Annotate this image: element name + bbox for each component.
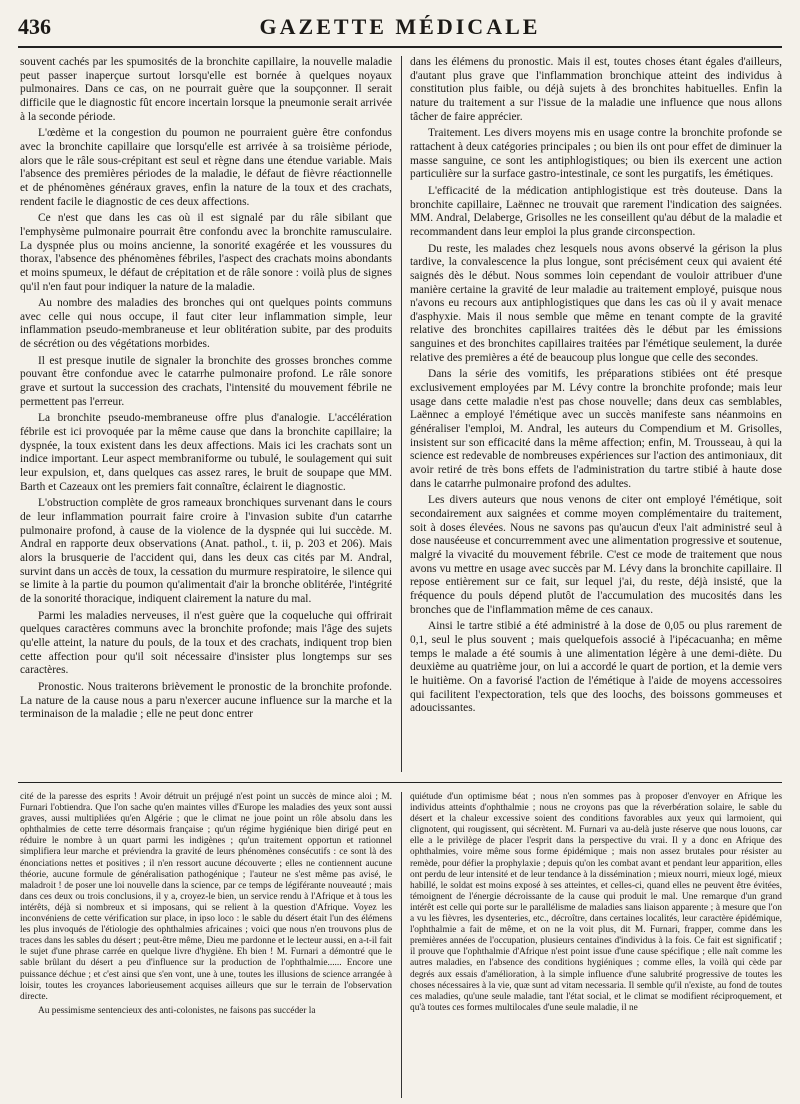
- paragraph: cité de la paresse des esprits ! Avoir détruit un préjugé n'est point un succès de mince aloi ; M. Furnari l'obtiendra. Que l'on sache qu'en maintes villes d'Europe les maladies des yeux sont aussi graves, aussi multipliées qu'en Algérie ; que le climat ne joue point un rôle absolu dans les ophthalmies de cette terre désormais française ; qu'un régime hygiénique bien dirigé peut en réduire le nombre à un quart parmi les indigènes ; qu'un traitement opportun et rationnel simplifiera leur marche et préviendra la gravité de leurs phénomènes consécutifs : ce sont là des énonciations nettes et positives ; il n'en ressort aucune découverte ; elles ne contiennent aucune théorie, aucune formule de généralisation pathogénique ; l'auteur ne s'est même pas avisé, le maladroit ! de poser une loi nouvelle dans la science, par ce temps de légiférante nouveauté ; mais dans ces deux ou trois conclusions, il y a, croyez-le bien, un service rendu à l'Afrique et à tous les intérêts, déjà si nombreux et si imposans, qui se relient à la question d'Afrique. Voyez les inconvéniens de cette vérification sur place, in ipso loco : le sable du désert était l'un des élémens les plus invoqués de l'étiologie des ophthalmies africaines ; voici que nous n'en trouvons plus de traces dans les sables du désert ; peut-être même, Dieu me pardonne et le lecteur aussi, en a-t-il fait le sujet d'une phrase carrée en quelque livre d'hygiène. Eh bien ! M. Furnari a démontré que le sable brûlant du désert a peu d'influence sur la production de l'ophthalmie...... Encore une puissance déchue ; et c'est ainsi que s'en vont, une à une, toutes les illusions de science arrangée à loisir, toutes les croyances laborieusement acquises ailleurs que sur le terrain de l'observation directe.: [20, 792, 392, 1002]
- page-number: 436: [18, 14, 51, 39]
- header-rule: [18, 46, 782, 48]
- paragraph: dans les élémens du pronostic. Mais il est, toutes choses étant égales d'ailleurs, d'autant plus grave que l'inflammation bronchique atteint des individus à constitution plus faible, ou déjà sujets à des bronchites habituelles. Enfin la nature du traitement a sur l'issue de la maladie une influence que nous allons tâcher de faire apprécier.: [410, 56, 782, 123]
- paragraph: L'efficacité de la médication antiphlogistique est très douteuse. Dans la bronchite capillaire, Laënnec ne trouvait que rarement l'indication des saignées. MM. Andral, Delaberge, Grisolles ne les conseillent qu'au début de la maladie et recommandent dans leur emploi la plus grande circonspection.: [410, 184, 782, 238]
- paragraph: Traitement. Les divers moyens mis en usage contre la bronchite profonde se rattachent à deux catégories principales ; ou bien ils ont pour effet de diminuer la masse sanguine, ce sont les antiphlogistiques; ou bien ils exercent une action particulière sur la surface gastro-intestinale, ce sont les purgatifs, les émétiques.: [410, 127, 782, 181]
- paragraph: La bronchite pseudo-membraneuse offre plus d'analogie. L'accélération fébrile est ici provoquée par la même cause que dans la bronchite capillaire; la dyspnée, la toux existent dans les deux affections. Mais ici les crachats sont un indice important. Leur aspect membraniforme ou tubulé, le soulagement qui suit leur expulsion, et, dans quelques cas assez rares, le bruit de soupape que MM. Barth et Cazeaux ont les premiers fait connaître, éclairent le diagnostic.: [20, 412, 392, 493]
- paragraph: L'œdème et la congestion du poumon ne pourraient guère être confondus avec la bronchite capillaire que lorsqu'elle est arrivée à sa troisième période, alors que le râle sous-crépitant est seul et règne dans une étendue variable. Mais l'absence des premières périodes de la maladie, le défaut de fièvre réactionnelle et de phénomènes généraux graves, enfin la nature de la toux et des crachats, rendent facile le diagnostic de ces deux affections.: [20, 127, 392, 208]
- article-column-right: [410, 56, 782, 772]
- paragraph: quiétude d'un optimisme béat ; nous n'en sommes pas à proposer d'envoyer en Afrique les individus atteints d'ophthalmie ; nous ne croyons pas que la réverbération solaire, le sable du désert et la chaleur excessive soient des conditions favorables aux yeux qui larmoient, qui clignotent, qui rougissent, qui sécrètent. M. Furnari va au-delà juste réserve que nous louons, car elle a le privilège de placer l'esprit dans la perspective du vrai. Il y a donc en Afrique des ophthalmies, voire même sous forme épidémique ; mais non assez brutales pour résister au remède, pour défier la prophylaxie ; depuis qu'on les combat avant et pendant leur apparition, elles ont perdu de leur intensité et de leur tendance à la dissémination ; mieux nourri, mieux logé, mieux habillé, le soldat est moins exposé à ses atteintes, et celles-ci, quand elles ne peuvent être évitées, témoignent de l'énergie décroissante de la cause qui produit le mal. Une remarque d'un grand intérêt est celle qui porte sur le parallélisme de maladies sans liaison apparente ; à mesure que l'on a vu les fièvres, les dysenteries, etc., décroître, dans certaines localités, leur caractère épidémique, l'ophthalmie a fait de même, et on ne la voit plus, dit M. Furnari, frapper, comme dans les premières années de l'occupation, plusieurs centaines d'individus à la fois. Ce fait est significatif ; il prouve que l'ophthalmie d'Afrique n'est point issue d'une cause spécifique ; elle naît comme les autres maladies, en l'absence des conditions hygiéniques ; comme elles, la voilà qui cède par degrés aux essais d'amélioration, à la simple influence d'une salubrité progressive de toutes les choses nécessaires à la vie, quæ sunt ad vitam necessaria. Il semble qu'il n'existe, au fond de toutes ces maladies, qu'une seule maladie, tant l'état social, et le climat se modifient réciproquement, et qu'à toutes ces formes multilocales d'une seule maladie, il ne: [410, 792, 782, 1013]
- page-header: [18, 14, 782, 42]
- paragraph: Dans la série des vomitifs, les préparations stibiées ont été presque exclusivement employées par M. Lévy contre la bronchite profonde; mais leur usage dans cette maladie n'est pas chose nouvelle; dans deux cas semblables, Laënnec a employé l'émétique avec un succès manifeste sans néanmoins en généraliser l'emploi, M. Andral, les auteurs du Compendium et M. Grisolles, insistent sur son efficacité dans la même affection; enfin, M. Trousseau, à qui la science est redevable de nombreuses expériences sur l'action des antimoniaux, dit avoir retiré de très bons effets de l'administration du tartre stibié à haute dose dans le catarrhe pulmonaire profond des adultes.: [410, 368, 782, 490]
- journal-title: GAZETTE MÉDICALE: [259, 14, 541, 39]
- paragraph: souvent cachés par les spumosités de la bronchite capillaire, la nouvelle maladie peut passer inaperçue surtout lorsqu'elle est bornée à quelques noyaux pulmonaires. Dans ce cas, on ne pourrait guère que la soupçonner. Il serait difficile que le diagnostic fût encore incertain lorsque la pneumonie serait arrivée à la seconde période.: [20, 56, 392, 123]
- feuilleton-column-left: [20, 792, 392, 1098]
- article-column-left: [20, 56, 392, 772]
- column-divider: [401, 56, 402, 772]
- paragraph: Ce n'est que dans les cas où il est signalé par du râle sibilant que l'emphysème pulmonaire pourrait être confondu avec la bronchite ramusculaire. La dyspnée plus ou moins ancienne, la sonorité exagérée et les voussures du thorax, l'absence des phénomènes fébriles, l'aspect des crachats moins abondants et moins spumeux, le défaut de crépitation et de râle sonore : voilà plus de signes qu'il n'en faut pour indiquer la nature de la maladie.: [20, 212, 392, 293]
- feuilleton-column-right: [410, 792, 782, 1098]
- paragraph: L'obstruction complète de gros rameaux bronchiques survenant dans le cours de leur inflammation pourrait faire croire à l'invasion subite d'un catarrhe pulmonaire profond, à cause de la violence de la dyspnée qui lui succède. M. Andral en rapporte deux observations (Anat. pathol., t. ii, p. 203 et 206). Mais alors la brusquerie de l'accident qui, dans les deux cas cités par M. Andral, survint dans un accès de toux, la cessation du murmure respiratoire, le silence qui se limite à la partie du poumon qu'alimentait d'air la bronche oblitérée, l'intégrité de la sonorité thoracique, indiquent clairement la nature du mal.: [20, 497, 392, 605]
- paragraph: Il est presque inutile de signaler la bronchite des grosses bronches comme pouvant être confondue avec le catarrhe pulmonaire profond. Le râle sonore grave et surtout la succession des crachats, l'intensité du mouvement fébrile ne permettent pas l'erreur.: [20, 354, 392, 408]
- paragraph: Les divers auteurs que nous venons de citer ont employé l'émétique, soit secondairement aux saignées et comme moyen complémentaire du traitement, soit à doses élevées. Nous ne savons pas qu'aucun d'eux l'ait administré seul à dose nauséeuse et concurremment avec une alimentation progressive et soutenue, malgré la vivacité du mouvement fébrile. C'est ce mode de traitement que nous avons vu mettre en usage avec succès par M. Lévy dans la bronchite capillaire. Il repose entièrement sur ce fait, sur lequel j'ai, du reste, déjà insisté, que la fréquence du pouls dépend plutôt de l'accumulation des mucosités dans les bronches que de l'inflammation même de ces canaux.: [410, 494, 782, 616]
- paragraph: Parmi les maladies nerveuses, il n'est guère que la coqueluche qui offrirait quelques caractères communs avec la bronchite profonde; mais l'âge des sujets qu'elle atteint, la nature du pouls, de la toux et des crachats, indiquent trop bien cette affection pour qu'il soit nécessaire d'insister plus longtemps sur ses caractères.: [20, 609, 392, 677]
- paragraph: Au nombre des maladies des bronches qui ont quelques points communs avec celle qui nous occupe, il faut citer leur inflammation simple, leur inflammation pseudo-membraneuse et leur oblitération subite, par des produits de sécrétion ou des végétations morbides.: [20, 297, 392, 351]
- section-separator: [18, 782, 782, 783]
- paragraph: Du reste, les malades chez lesquels nous avons observé la gérison la plus tardive, la convalescence la plus longue, sont précisément ceux qui avaient été saignés dès le début. Nous sommes loin cependant de vouloir attribuer d'une manière certaine la gravité de leur maladie au traitement employé, puisque nous n'avons eu recours aux antiphlogistiques que dans les cas où il y avait menace d'asphyxie. Mais il nous semble que même en tenant compte de la gravité relative des bronchites capillaires traitées dès le début par les émissions sanguines et des bronchites capillaires traitées par l'émétique seulement, la durée relative des premières a été de beaucoup plus longue que celle des secondes.: [410, 242, 782, 364]
- column-divider-lower: [401, 792, 402, 1098]
- paragraph: Ainsi le tartre stibié a été administré à la dose de 0,05 ou plus rarement de 0,1, seul le plus souvent ; mais quelquefois associé à l'ipécacuanha; en même temps le malade a été soumis à une alimentation légère à une demi-diète. Du deuxième au quatrième jour, on lui a accordé le quart de portion, et la demie vers le huitième. On a favorisé l'action de l'émétique à l'aide de moyens accessoires qui facilitent l'expectoration, tels que des loochs, des boissons gommeuses et adoucissantes.: [410, 620, 782, 715]
- paragraph: Pronostic. Nous traiterons brièvement le pronostic de la bronchite profonde. La nature de la cause nous a paru n'exercer aucune influence sur la marche et la terminaison de la maladie ; elle ne peut donc entrer: [20, 680, 392, 721]
- paragraph: Au pessimisme sentencieux des anti-colonistes, ne faisons pas succéder la: [38, 1005, 316, 1016]
